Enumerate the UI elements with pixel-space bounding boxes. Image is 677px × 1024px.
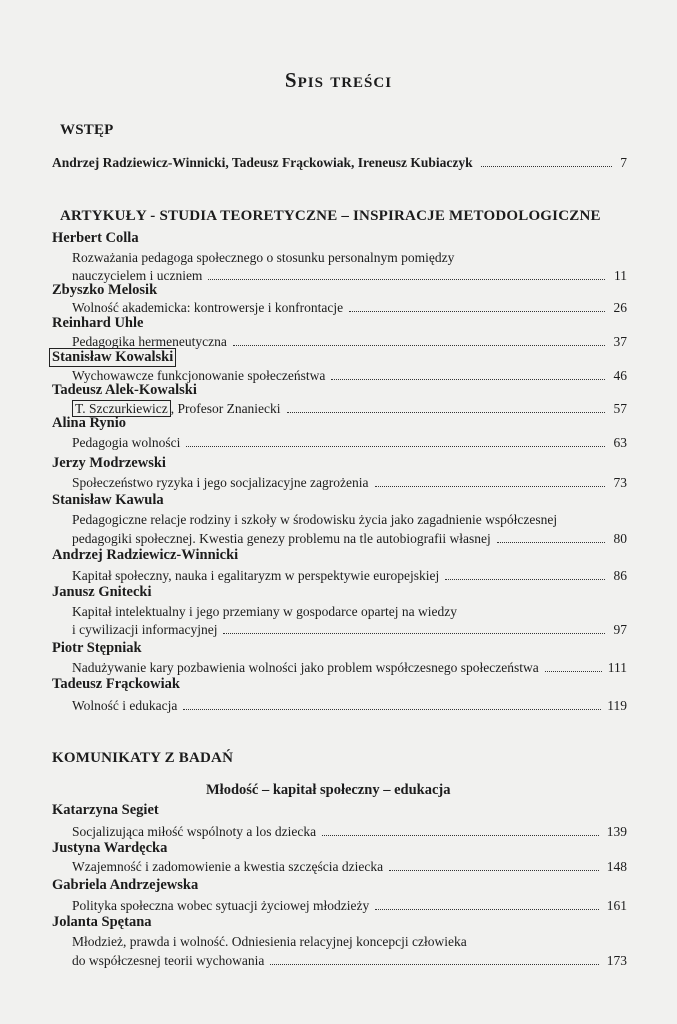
entry-title-line bbox=[72, 475, 627, 491]
entry-title-text: i cywilizacji informacyjnej bbox=[72, 622, 218, 637]
leader-dots bbox=[223, 623, 605, 634]
page-number: 161 bbox=[606, 898, 627, 913]
leader-dots bbox=[183, 699, 601, 710]
entry-author: Stanisław Kawula bbox=[52, 492, 164, 508]
entry-title-line bbox=[72, 568, 627, 584]
page-number: 11 bbox=[614, 268, 627, 283]
leader-dots bbox=[186, 436, 605, 447]
leader-dots bbox=[233, 335, 605, 346]
entry-title-line bbox=[72, 824, 627, 840]
entry-title-text: Wolność i edukacja bbox=[72, 698, 178, 713]
leader-dots bbox=[287, 402, 605, 413]
entry-title-rest: , Profesor Znaniecki bbox=[170, 401, 281, 416]
intro-entry bbox=[52, 155, 627, 171]
entry-title-line bbox=[72, 435, 627, 451]
entry-author: Jerzy Modrzewski bbox=[52, 455, 166, 471]
entry-title-line bbox=[72, 300, 627, 316]
entry-title-text: Wzajemność i zadomowienie a kwestia szczęścia dziecka bbox=[72, 859, 384, 874]
entry-title-line bbox=[72, 698, 627, 714]
leader-dots bbox=[545, 661, 602, 672]
entry-author: Zbyszko Melosik bbox=[52, 282, 158, 298]
page-title: Spis treści bbox=[284, 68, 393, 92]
page-number: 46 bbox=[613, 368, 627, 383]
entry-author: Justyna Wardęcka bbox=[52, 840, 168, 856]
entry-title-text: Polityka społeczna wobec sytuacji życiowej młodzieży bbox=[72, 898, 370, 913]
entry-author: Piotr Stępniak bbox=[52, 640, 142, 656]
entry-title-line: Rozważania pedagoga społecznego o stosunku personalnym pomiędzy bbox=[72, 250, 455, 265]
page-number: 111 bbox=[607, 660, 627, 675]
page-number: 173 bbox=[606, 953, 627, 968]
leader-dots bbox=[270, 954, 599, 965]
leader-dots bbox=[481, 156, 613, 167]
leader-dots bbox=[497, 532, 605, 543]
entry-author: Gabriela Andrzejewska bbox=[52, 877, 199, 893]
leader-dots bbox=[349, 301, 605, 312]
entry-author: Andrzej Radziewicz-Winnicki bbox=[52, 547, 239, 563]
section-subheading: Młodość – kapitał społeczny – edukacja bbox=[206, 782, 451, 798]
leader-dots bbox=[322, 825, 599, 836]
page-number: 57 bbox=[613, 401, 627, 416]
intro-authors: Andrzej Radziewicz-Winnicki, Tadeusz Frąckowiak, Ireneusz Kubiaczyk bbox=[52, 155, 473, 170]
entry-title-text: nauczycielem i uczniem bbox=[72, 268, 203, 283]
entry-title-text: Pedagogia wolności bbox=[72, 435, 181, 450]
entry-title-text: Kapitał społeczny, nauka i egalitaryzm w perspektywie europejskiej bbox=[72, 568, 440, 583]
page-number: 139 bbox=[606, 824, 627, 839]
entry-title-line bbox=[72, 859, 627, 875]
entry-title-text: Pedagogika hermeneutyczna bbox=[72, 334, 227, 349]
entry-title-line bbox=[72, 401, 627, 417]
entry-title-line bbox=[72, 531, 627, 547]
entry-title-text: do współczesnej teorii wychowania bbox=[72, 953, 265, 968]
entry-title-line: Pedagogiczne relacje rodziny i szkoły w środowisku życia jako zagadnienie współczesnej bbox=[72, 512, 558, 527]
entry-title-line bbox=[72, 622, 627, 638]
leader-dots bbox=[331, 369, 605, 380]
entry-title-text: Nadużywanie kary pozbawienia wolności jako problem współczesnego społeczeństwa bbox=[72, 660, 539, 675]
page-number: 97 bbox=[613, 622, 627, 637]
entry-author: Katarzyna Segiet bbox=[52, 802, 159, 818]
page-number: 37 bbox=[613, 334, 627, 349]
entry-title-line bbox=[72, 953, 627, 969]
entry-title-text: pedagogiki społecznej. Kwestia genezy problemu na tle autobiografii własnej bbox=[72, 531, 491, 546]
entry-author: Reinhard Uhle bbox=[52, 315, 144, 331]
entry-title-text: Wolność akademicka: kontrowersje i konfrontacje bbox=[72, 300, 344, 315]
page-number: 80 bbox=[613, 531, 627, 546]
leader-dots bbox=[375, 476, 606, 487]
leader-dots bbox=[375, 899, 599, 910]
entry-title-text: Wychowawcze funkcjonowanie społeczeństwa bbox=[72, 368, 326, 383]
section-heading-reports: KOMUNIKATY Z BADAŃ bbox=[52, 750, 234, 766]
section-heading-intro: WSTĘP bbox=[60, 122, 114, 138]
page-number: 73 bbox=[613, 475, 627, 490]
entry-title-line bbox=[72, 660, 627, 676]
entry-title-text: Socjalizująca miłość wspólnoty a los dziecka bbox=[72, 824, 317, 839]
page-number: 148 bbox=[606, 859, 627, 874]
entry-author: Alina Rynio bbox=[52, 415, 127, 431]
leader-dots bbox=[389, 860, 599, 871]
entry-title-line: Młodzież, prawda i wolność. Odniesienia relacyjnej koncepcji człowieka bbox=[72, 934, 467, 949]
page-number: 119 bbox=[607, 698, 627, 713]
leader-dots bbox=[445, 569, 605, 580]
page-number: 86 bbox=[613, 568, 627, 583]
entry-title-text: Społeczeństwo ryzyka i jego socjalizacyjne zagrożenia bbox=[72, 475, 369, 490]
entry-author: Tadeusz Frąckowiak bbox=[52, 676, 180, 692]
entry-author: Tadeusz Alek-Kowalski bbox=[52, 382, 197, 398]
leader-dots bbox=[208, 269, 605, 280]
page-number: 63 bbox=[613, 435, 627, 450]
boxed-name: T. Szczurkiewicz bbox=[72, 400, 171, 417]
section-heading-articles: ARTYKUŁY - STUDIA TEORETYCZNE – INSPIRACJE METODOLOGICZNE bbox=[60, 208, 601, 224]
entry-author: Stanisław Kowalski bbox=[49, 348, 176, 367]
page-number: 7 bbox=[620, 155, 627, 170]
entry-author: Jolanta Spętana bbox=[52, 914, 152, 930]
entry-author: Herbert Colla bbox=[52, 230, 139, 246]
entry-author: Janusz Gnitecki bbox=[52, 584, 152, 600]
entry-title-line: Kapitał intelektualny i jego przemiany w gospodarce opartej na wiedzy bbox=[72, 604, 457, 619]
page-number: 26 bbox=[613, 300, 627, 315]
entry-title-line bbox=[72, 898, 627, 914]
